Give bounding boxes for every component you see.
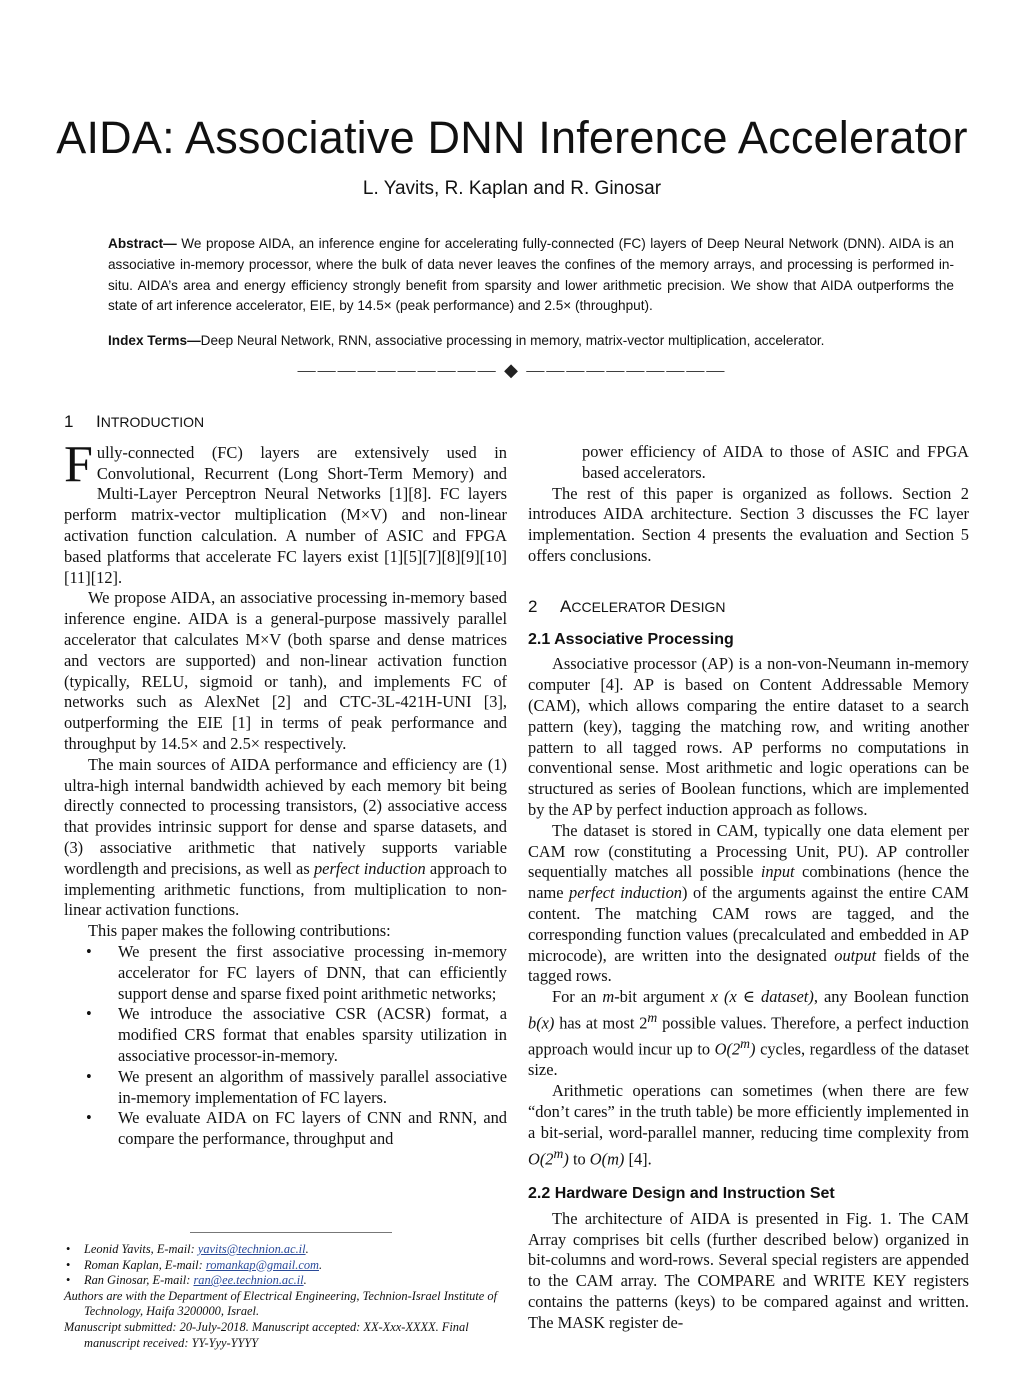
ap-paragraph-2 bbox=[528, 821, 969, 987]
list-item bbox=[64, 942, 507, 1004]
footnote-manuscript-dates: Manuscript submitted: 20-July-2018. Manuscript accepted: XX-Xxx-XXXX. Final manuscript received: YY-Yyy-YYYY bbox=[64, 1319, 469, 1350]
left-column bbox=[64, 412, 507, 1150]
organization-paragraph: The rest of this paper is organized as follows. Section 2 introduces AIDA architecture. Section 3 discusses the FC layer implementation. Section 4 presents the evaluation and Section 5 offers conclusions. bbox=[528, 483, 969, 565]
list-item-text: We present an algorithm of massively parallel associative in-memory implementation of FC layers. bbox=[118, 1066, 507, 1107]
footnote-author-1 bbox=[64, 1242, 514, 1258]
footnote-rule bbox=[190, 1232, 392, 1233]
math-superscript-m: m bbox=[740, 1036, 751, 1052]
footnote-name: Ran Ginosar, E-mail: bbox=[84, 1273, 194, 1288]
footnote-name: Roman Kaplan, E-mail: bbox=[84, 1257, 206, 1272]
intro-paragraph-4: This paper makes the following contributions: bbox=[88, 921, 391, 941]
index-terms-dash: — bbox=[187, 333, 201, 348]
section-heading-accelerator-design bbox=[528, 597, 969, 618]
ap-paragraph-1: Associative processor (AP) is a non-von-Neumann in-memory computer [4]. AP is based on Content Addressable Memory (CAM), which allows comparing the entire dataset to a search pattern (key), tagging the matching row, and writing another pattern to all tagged rows. AP performs no computations in conventional sense. Most arithmetic and logic operations can be structured as series of Boolean functions, which are implemented by the AP by perfect induction approach as follows. bbox=[528, 654, 969, 819]
ap3-d: has at most bbox=[554, 1013, 640, 1033]
ap2-b: combinations (hence the name bbox=[528, 862, 969, 903]
ap2-d: fields of the tagged rows. bbox=[528, 945, 969, 986]
subsection-heading-hardware-design: 2.2 Hardware Design and Instruction Set bbox=[528, 1184, 835, 1202]
ap2-c: ) of the arguments against the entire CAM content. The matching CAM rows are tagged, and the corresponding function values (precalculated and embedded in AP microcode), are written into the designated bbox=[528, 883, 970, 965]
intro-p1-text: ully-connected (FC) layers are extensively used in Convolutional, Recurrent (Long Short-Term Memory) and Multi-Layer Perceptron Neural Networks [1][8]. FC layers perform matrix-vector multiplication (M×V) and non-linear activation function calculation. A number of ASIC and FPGA based platforms that accelerate FC layers exist [1][5][7][8][9][10][11][12]. bbox=[64, 442, 507, 587]
ap3-a: For an bbox=[552, 987, 603, 1007]
section-smallcaps: ESIGN bbox=[681, 598, 726, 615]
math-x-in-dataset: x (x ∈ dataset) bbox=[710, 987, 814, 1007]
ap-paragraph-3 bbox=[528, 987, 969, 1081]
footnote-author-3 bbox=[64, 1273, 514, 1289]
ap3-f: cycles, regardless of the dataset size. bbox=[528, 1039, 969, 1080]
bullet-icon: • bbox=[86, 941, 92, 961]
math-superscript-m: m bbox=[553, 1145, 564, 1161]
paper-title: AIDA: Associative DNN Inference Accelerator bbox=[56, 112, 968, 163]
math-big-o-m: O(m) bbox=[589, 1149, 625, 1169]
list-item-text: We evaluate AIDA on FC layers of CNN and RNN, and compare the performance, throughput and bbox=[118, 1108, 507, 1149]
footnote-period: . bbox=[303, 1273, 307, 1288]
intro-paragraph-2: We propose AIDA, an associative processing in-memory based inference engine. AIDA is a general-purpose massively parallel accelerator that calculates M×V (both sparse and dense matrices and vectors are supported) and non-linear activation function (typically, RELU, sigmoid or tanh), and implements FC of networks such as AlexNet [2] and CTC-3L-421H-UNI [3], outperforming the EIE [1] in terms of peak performance and throughput by 14.5× and 2.5× respectively. bbox=[64, 588, 507, 753]
bullet-icon: • bbox=[66, 1257, 71, 1272]
footnote-name: Leonid Yavits, E-mail: bbox=[84, 1242, 198, 1256]
bullet-icon: • bbox=[66, 1273, 71, 1288]
list-item-text: We present the first associative processing in-memory accelerator for FC layers of DNN, that can efficiently support dense and sparse fixed point arithmetic networks; bbox=[118, 941, 507, 1003]
math-close-paren: ) bbox=[563, 1149, 569, 1169]
contribution-list bbox=[64, 942, 507, 1150]
intro-p3-a: The main sources of AIDA performance and efficiency are (1) ultra-high internal bandwidth achieved by each memory bit being directly connected to processing transistors, (2) associative access that provides intrinsic support for dense and sparse datasets, and (3) associative arithmetic that natively supports variable wordlength and precisions, as well as bbox=[64, 754, 507, 878]
intro-p3-b: approach to implementing arithmetic functions, from multiplication to non-linear activation functions. bbox=[64, 858, 507, 920]
math-bx: b(x) bbox=[528, 1013, 555, 1033]
math-m: m bbox=[602, 987, 615, 1007]
hw-paragraph-1: The architecture of AIDA is presented in Fig. 1. The CAM Array comprises bit cells (further described below) organized in bit-columns and word-rows. Several special registers are appended to the CAM array. The COMPARE and WRITE KEY registers contains the patterns (keys) to be compared against and written. The MASK register de- bbox=[528, 1208, 969, 1332]
bullet-icon: • bbox=[66, 1242, 71, 1256]
ap3-c: , any Boolean function bbox=[813, 987, 969, 1007]
section-separator: —————————— ◆ —————————— bbox=[297, 360, 727, 380]
footnotes bbox=[64, 1242, 514, 1351]
intro-paragraph-3 bbox=[64, 755, 507, 921]
intro-paragraph-1 bbox=[64, 435, 507, 589]
math-close-paren: ) bbox=[750, 1039, 756, 1059]
math-superscript-m: m bbox=[647, 1009, 658, 1025]
ap4-a: Arithmetic operations can sometimes (when there are few “don’t cares” in the truth table) be more efficiently implemented in a bit-serial, word-parallel manner, reducing time complexity from bbox=[528, 1081, 969, 1142]
index-terms-label: Index Terms bbox=[108, 333, 188, 348]
email-link[interactable]: romankap@gmail.com bbox=[205, 1257, 319, 1272]
right-column bbox=[528, 442, 969, 1333]
author-list: L. Yavits, R. Kaplan and R. Ginosar bbox=[362, 178, 662, 199]
footnote-period: . bbox=[305, 1242, 309, 1256]
contribution-continuation: power efficiency of AIDA to those of ASIC and FPGA based accelerators. bbox=[582, 442, 969, 482]
ap2-emphasis-perfect-induction: perfect induction bbox=[569, 883, 683, 903]
ap3-e: possible values. Therefore, a perfect induction approach would incur up to bbox=[528, 1013, 969, 1059]
list-item-text: We introduce the associative CSR (ACSR) format, a modified CRS format that enables sparsity utilization in associative processor-in-memory. bbox=[118, 1004, 507, 1065]
index-terms-text: Deep Neural Network, RNN, associative processing in memory, matrix-vector multiplication, accelerator. bbox=[200, 333, 825, 348]
section-heading-introduction bbox=[64, 412, 507, 433]
list-item bbox=[64, 1004, 507, 1066]
bullet-icon: • bbox=[86, 1108, 92, 1128]
index-terms bbox=[108, 331, 954, 352]
drop-cap: F bbox=[64, 435, 93, 493]
ap-paragraph-4 bbox=[528, 1081, 969, 1170]
abstract-text: We propose AIDA, an inference engine for accelerating fully-connected (FC) layers of Deep Neural Network (DNN). AIDA is an associative in-memory processor, where the bulk of data never leaves the confines of the memory arrays, and processing is performed in-situ. AIDA’s area and energy efficiency strongly benefit from sparsity and lower arithmetic precision. We show that AIDA outperforms the state of art inference accelerator, EIE, by 14.5× (peak performance) and 2.5× (throughput). bbox=[108, 236, 954, 314]
section-initial: D bbox=[669, 596, 682, 616]
footnote-affiliation: Authors are with the Department of Electrical Engineering, Technion-Israel Institute of Technology, Haifa 3200000, Israel. bbox=[64, 1288, 498, 1319]
math-two: 2 bbox=[639, 1013, 648, 1033]
section-smallcaps: NTRODUCTION bbox=[100, 414, 205, 430]
footnote-period: . bbox=[319, 1257, 323, 1272]
bullet-icon: • bbox=[86, 1004, 92, 1024]
math-big-o: O(2 bbox=[528, 1149, 554, 1169]
ap3-b: -bit argument bbox=[614, 987, 711, 1007]
abstract bbox=[108, 234, 954, 317]
bullet-icon: • bbox=[86, 1066, 92, 1086]
math-big-o: O(2 bbox=[714, 1039, 741, 1059]
section-smallcaps: CCELERATOR bbox=[571, 598, 670, 615]
email-link[interactable]: ran@ee.technion.ac.il bbox=[193, 1273, 304, 1288]
intro-p3-emphasis: perfect induction bbox=[313, 858, 426, 878]
list-item bbox=[64, 1108, 507, 1150]
subsection-heading-associative-processing: 2.1 Associative Processing bbox=[528, 630, 734, 648]
email-link[interactable]: yavits@technion.ac.il bbox=[197, 1242, 306, 1256]
ap4-c: [4]. bbox=[624, 1149, 652, 1169]
section-number: 2 bbox=[528, 596, 538, 616]
ap4-b: to bbox=[568, 1149, 590, 1169]
ap2-a: The dataset is stored in CAM, typically one data element per CAM row (constituting a Processing Unit, PU). AP controller sequentially matches all possible bbox=[528, 820, 969, 882]
ap2-emphasis-output: output bbox=[834, 945, 877, 965]
list-item bbox=[64, 1067, 507, 1109]
abstract-dash: — bbox=[163, 236, 177, 251]
ap2-emphasis-input: input bbox=[760, 862, 795, 882]
footnote-author-2 bbox=[64, 1258, 514, 1274]
section-initial: A bbox=[560, 596, 572, 616]
abstract-label: Abstract bbox=[108, 236, 164, 251]
section-initial: I bbox=[96, 412, 101, 431]
section-number: 1 bbox=[64, 412, 74, 431]
